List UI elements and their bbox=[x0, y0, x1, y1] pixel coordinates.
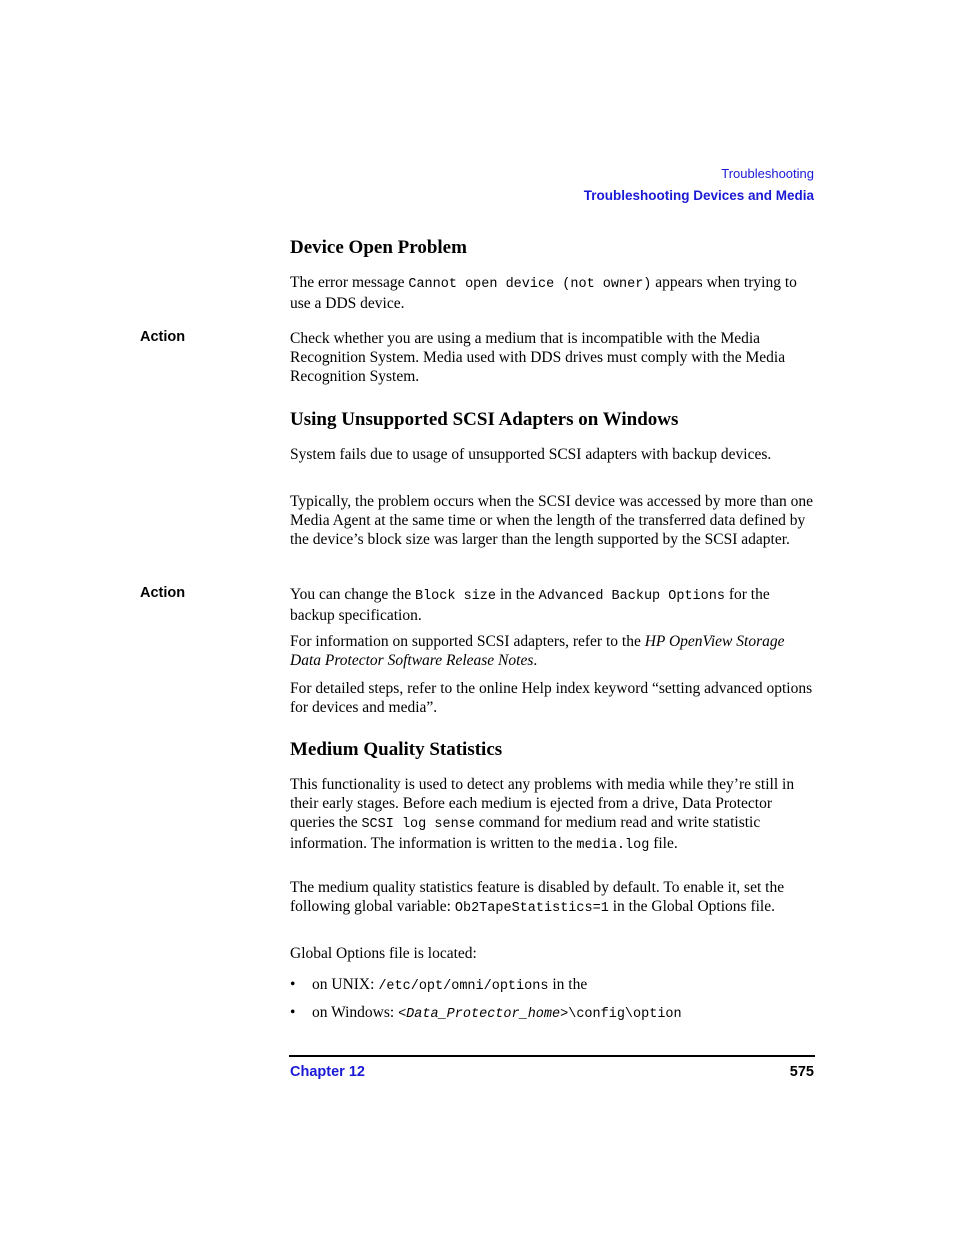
list-item: • on UNIX: /etc/opt/omni/options in the bbox=[290, 976, 588, 994]
list-item: • on Windows: <Data_Protector_home>\config\option bbox=[290, 1004, 682, 1022]
section-title-medium-quality: Medium Quality Statistics bbox=[290, 739, 503, 760]
paragraph: For information on supported SCSI adapters, refer to the HP OpenView Storage Data Protector Software Release Notes. bbox=[290, 633, 785, 669]
paragraph: Global Options file is located: bbox=[290, 945, 477, 962]
bullet-icon: • bbox=[290, 1004, 296, 1021]
action-paragraph: You can change the Block size in the Advanced Backup Options for the backup specification. bbox=[290, 586, 770, 624]
paragraph: This functionality is used to detect any problems with media while they’re still in their early stages. Before each medium is ejected from a drive, Data Protector queries the SCSI log sense command for medium read and write statistic information. The information is written to the media.log file. bbox=[290, 776, 795, 853]
bullet-icon: • bbox=[290, 976, 296, 993]
paragraph: Typically, the problem occurs when the SCSI device was accessed by more than one Media Agent at the same time or when the length of the transferred data defined by the device’s block size was larger than the length supported by the SCSI adapter. bbox=[290, 493, 814, 548]
section-title-device-open: Device Open Problem bbox=[290, 237, 467, 258]
footer-divider bbox=[289, 1055, 815, 1057]
paragraph: The error message Cannot open device (not owner) appears when trying to use a DDS device. bbox=[290, 274, 797, 312]
paragraph: For detailed steps, refer to the online Help index keyword “setting advanced options for devices and media”. bbox=[290, 680, 813, 716]
header-chapter-link[interactable]: Troubleshooting bbox=[721, 166, 814, 181]
paragraph: The medium quality statistics feature is disabled by default. To enable it, set the following global variable: Ob2TapeStatistics=1 in the Global Options file. bbox=[290, 879, 785, 916]
section-title-scsi-adapters: Using Unsupported SCSI Adapters on Windows bbox=[290, 409, 679, 430]
action-paragraph: Check whether you are using a medium that is incompatible with the Media Recognition System. Media used with DDS drives must comply with the Media Recognition System. bbox=[290, 330, 786, 385]
paragraph: System fails due to usage of unsupported SCSI adapters with backup devices. bbox=[290, 446, 772, 463]
page-number: 575 bbox=[789, 1064, 814, 1080]
header-section-link[interactable]: Troubleshooting Devices and Media bbox=[583, 188, 814, 203]
footer-chapter-link[interactable]: Chapter 12 bbox=[290, 1064, 365, 1080]
action-label: Action bbox=[140, 329, 186, 345]
release-notes-title: HP OpenView Storage Data Protector Software Release Notes bbox=[290, 633, 785, 669]
action-label: Action bbox=[140, 585, 186, 601]
